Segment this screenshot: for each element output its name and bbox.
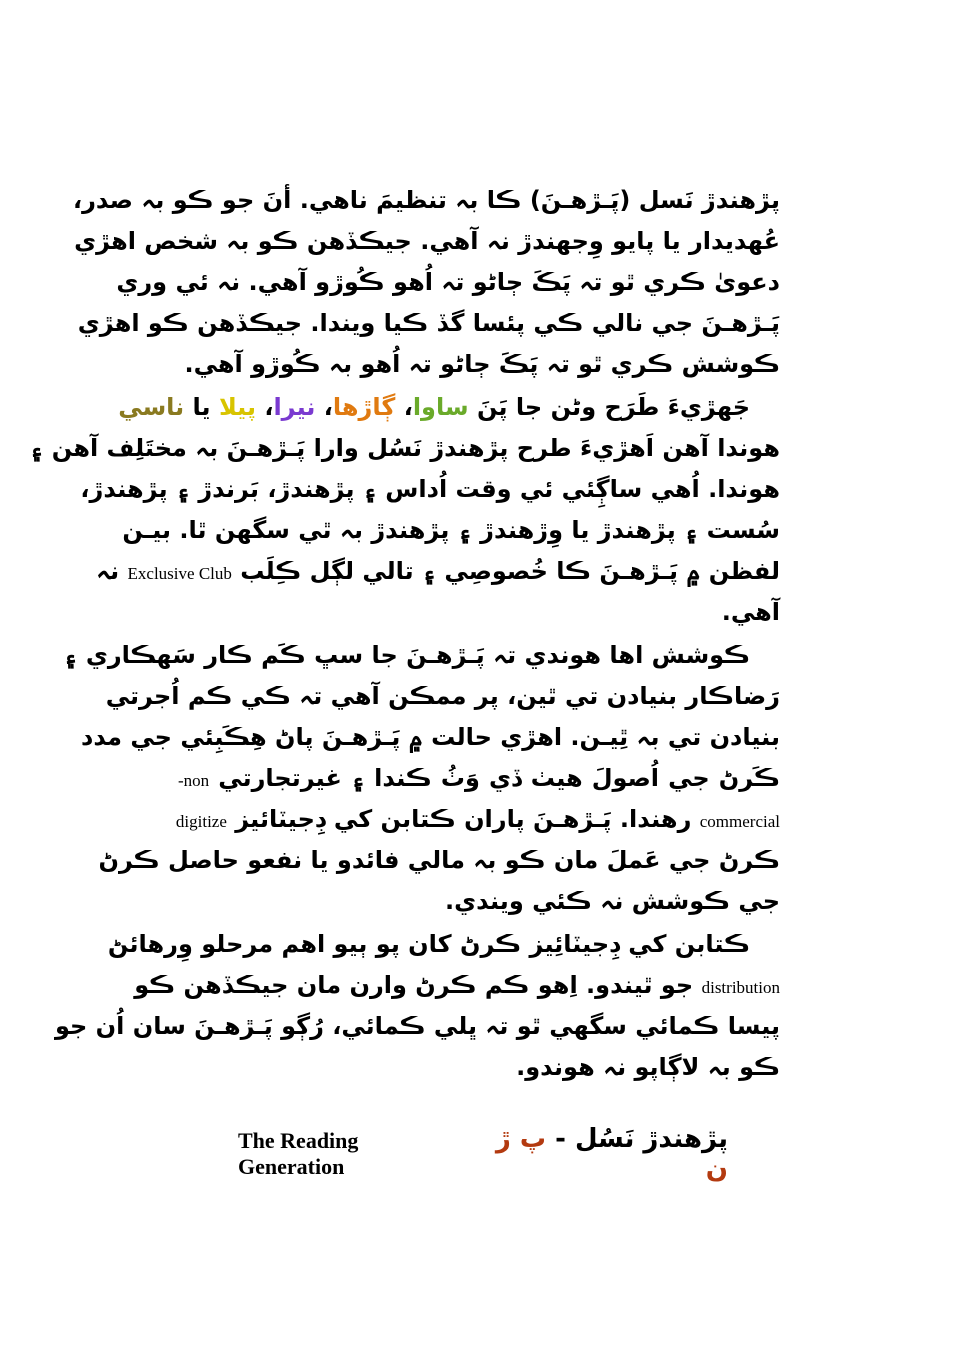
text-line: دعوىٰ ڪري ٿو تہ پَڪَ ڄاڻو تہ اُهو ڪُوڙو آهي. نہ ئي وري xyxy=(116,268,780,296)
text-line: ڪوشش ڪري ٿو تہ پَڪَ ڄاڻو تہ اُهو بہ ڪُوڙو آهي. xyxy=(184,350,780,378)
text-line: رَضاڪار بنيادن تي ٿين، پر ممڪن آهي تہ ڪي ڪم اُجرتي xyxy=(105,682,780,710)
color-word-olive: ناسي xyxy=(118,393,185,421)
paragraph-4 xyxy=(54,924,780,1088)
footer-sindhi-title xyxy=(468,1124,728,1184)
footer-sindhi-main: پڙهندڙ نَسُل - xyxy=(555,1124,728,1154)
paragraph-3 xyxy=(63,635,780,922)
text-line xyxy=(134,965,780,1006)
text-fragment: جو ٿيندو. اِهو ڪم ڪرڻ وارن مان جيڪڏهن ڪو xyxy=(134,971,694,999)
text-fragment: يا xyxy=(192,393,211,421)
english-term: digitize xyxy=(175,812,227,831)
english-term: commercial xyxy=(699,812,780,831)
text-line: هوندا آهن اَهڙيءَ طرح پڙهندڙ نَسُل وارا پَـڙهـنَ بہ مختَلِف آهن ۽ xyxy=(29,434,780,462)
text-line: پڙهندڙ نَسل (پَـڙهـنَ) ڪا بہ تنظيمَ ناهي. أنَ جو ڪو بہ صدر، xyxy=(72,186,780,214)
color-word-green: ساوا xyxy=(412,393,469,421)
paragraph-2 xyxy=(29,387,780,633)
text-line: هوندا. اُهي ساڳِئي ئي وقت اُداس ۽ پڙهندڙ، بَرندڙ ۽ پڙهندڙ، xyxy=(80,475,780,503)
text-line: ڪوشش اها هوندي تہ پَـڙهـنَ جا سڀ ڪَم ڪار سَهڪاري ۽ xyxy=(63,641,750,669)
text-fragment: نہ xyxy=(96,557,120,585)
text-line xyxy=(175,799,780,840)
paragraph-1 xyxy=(72,180,780,385)
text-line: سُست ۽ پڙهندڙ يا وِڙهندڙ ۽ پڙهندڙ بہ ٿي سگهن ٿا. بيـن xyxy=(122,516,780,544)
text-fragment: ڪَرڻ جي اُصولَ هيٺ ڏي وَٺُ ڪندا ۽ غيرتجارتي xyxy=(218,764,780,792)
text-fragment: لفظن ۾ پَـڙهـنَ ڪا خُصوصِي ۽ تالي لڳل ڪِلَب xyxy=(240,557,780,585)
text-line: آهي. xyxy=(721,598,780,626)
document-body xyxy=(29,180,780,1090)
color-word-yellow: پيلا xyxy=(218,393,256,421)
text-line: پيسا ڪمائي سگهي ٿو تہ ڀلي ڪمائي، رُڳو پَـڙهـنَ سان اُن جو xyxy=(54,1012,780,1040)
color-word-orange: ڳاڙها xyxy=(332,393,396,421)
text-line xyxy=(96,551,780,592)
text-line: ڪرڻ جي عَملَ مان ڪو بہ مالي فائدو يا نفعو حاصل ڪرڻ xyxy=(98,846,780,874)
text-line: ڪتابن کي ڊِجيٽائِيز ڪرڻ کان پو ٻيو اهم مرحلو وِرهائڻ xyxy=(107,930,750,958)
english-term: distribution xyxy=(701,978,780,997)
text-fragment: رهندا. پَـڙهـنَ پاران ڪتابن کي ڊِجيٽائيز xyxy=(235,805,692,833)
text-line: جي ڪوشش نہ ڪئي ويندي. xyxy=(445,887,780,915)
page-footer xyxy=(238,1124,728,1184)
footer-brand-letters: پ ڙ ن xyxy=(495,1124,728,1184)
text-line-colors: جَهڙيءَ طَرَح وڻن جا پَنَ ساوا، ڳاڙها، نيرا، پيلا يا ناسي xyxy=(118,393,750,421)
color-word-purple: نيرا xyxy=(273,393,316,421)
english-term: Exclusive Club xyxy=(127,564,232,583)
text-line: پَـڙهـنَ جي نالي ڪي پئسا گڏ ڪيا ويندا. جيڪڏهن ڪو اهڙي xyxy=(77,309,780,337)
text-line xyxy=(178,758,780,799)
footer-english-title: The Reading Generation xyxy=(238,1128,359,1179)
text-line: ڪو بہ لاڳاپو نہ هوندو. xyxy=(516,1053,780,1081)
text-fragment: جَهڙيءَ طَرَح وڻن جا پَنَ xyxy=(476,393,750,421)
english-term: non- xyxy=(178,771,210,790)
text-line: عُهديدار يا پايو وِجهندڙ نہ آهي. جيڪڏهن ڪو بہ شخص اهڙي xyxy=(74,227,780,255)
text-line: بنيادن تي بہ ٿِيـن. اهڙي حالت ۾ پَـڙهـنَ پاڻ هِڪَبِئي جي مدد xyxy=(81,723,780,751)
